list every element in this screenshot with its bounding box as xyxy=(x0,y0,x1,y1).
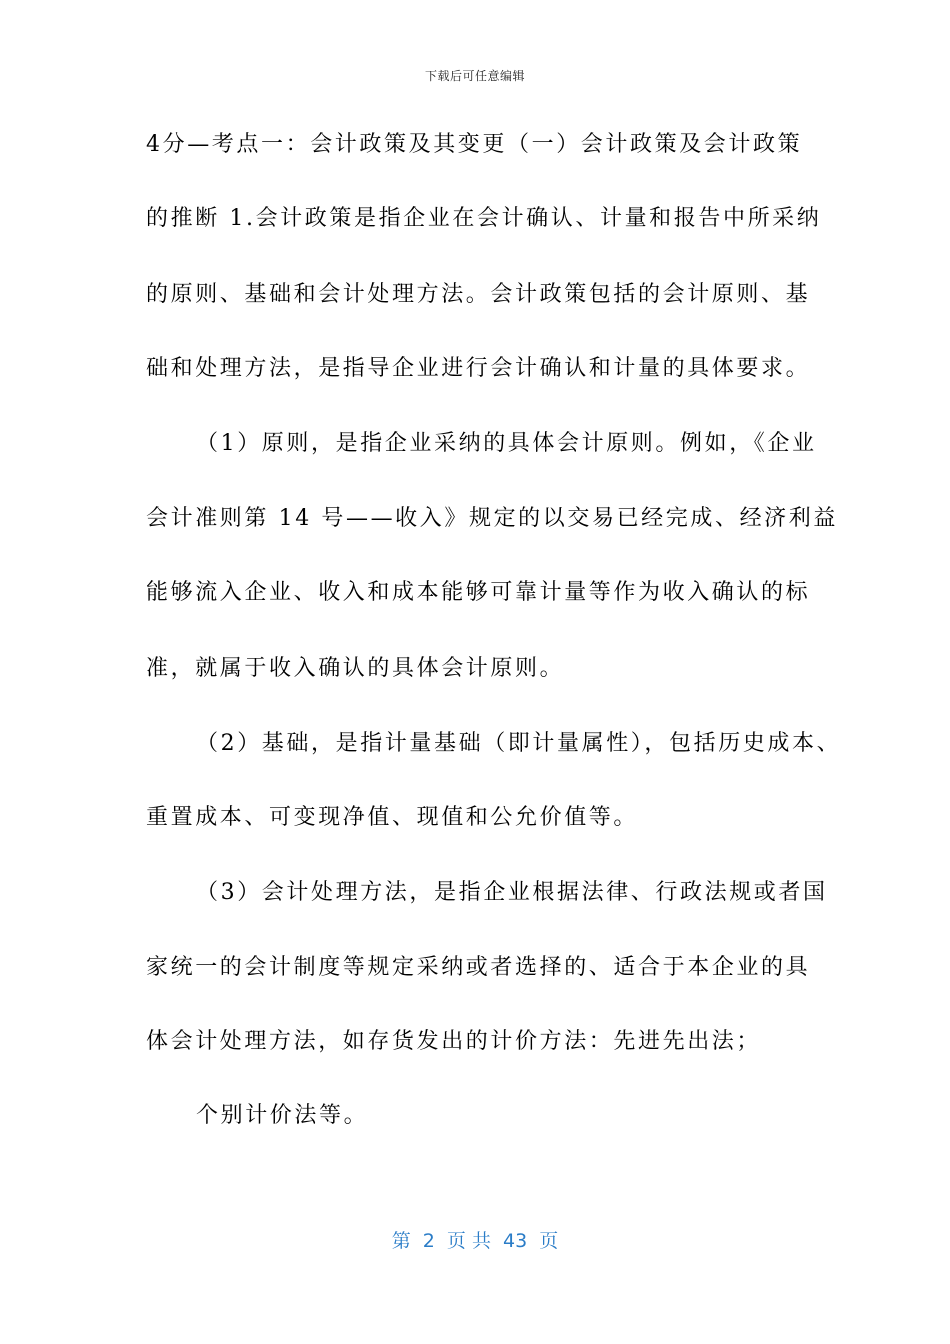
paragraph-line: 家统一的会计制度等规定采纳或者选择的、适合于本企业的具 xyxy=(146,955,811,980)
header-note: 下载后可任意编辑 xyxy=(424,69,525,83)
paragraph-line: 础和处理方法，是指导企业进行会计确认和计量的具体要求。 xyxy=(146,356,811,381)
paragraph-line: 体会计处理方法，如存货发出的计价方法：先进先出法； xyxy=(146,1029,762,1054)
paragraph-line: 4分—考点一：会计政策及其变更（一）会计政策及会计政策 xyxy=(146,132,803,157)
paragraph-line: 准，就属于收入确认的具体会计原则。 xyxy=(146,656,565,681)
paragraph-line: 能够流入企业、收入和成本能够可靠计量等作为收入确认的标 xyxy=(146,580,811,605)
paragraph-line: 的推断 1.会计政策是指企业在会计确认、计量和报告中所采纳 xyxy=(146,206,822,231)
paragraph-line: 重置成本、可变现净值、现值和公允价值等。 xyxy=(146,805,639,830)
page-number-footer: 第 2 页 共 43 页 xyxy=(391,1230,559,1252)
paragraph-line: （1）原则，是指企业采纳的具体会计原则。例如，《企业 xyxy=(196,431,817,456)
paragraph-line: 的原则、基础和会计处理方法。会计政策包括的会计原则、基 xyxy=(146,282,811,307)
paragraph-line: （3）会计处理方法，是指企业根据法律、行政法规或者国 xyxy=(196,880,828,905)
paragraph-line: 个别计价法等。 xyxy=(196,1103,369,1128)
paragraph-line: 会计准则第 14 号——收入》规定的以交易已经完成、经济利益 xyxy=(146,506,838,531)
paragraph-line: （2）基础，是指计量基础（即计量属性），包括历史成本、 xyxy=(196,731,842,756)
